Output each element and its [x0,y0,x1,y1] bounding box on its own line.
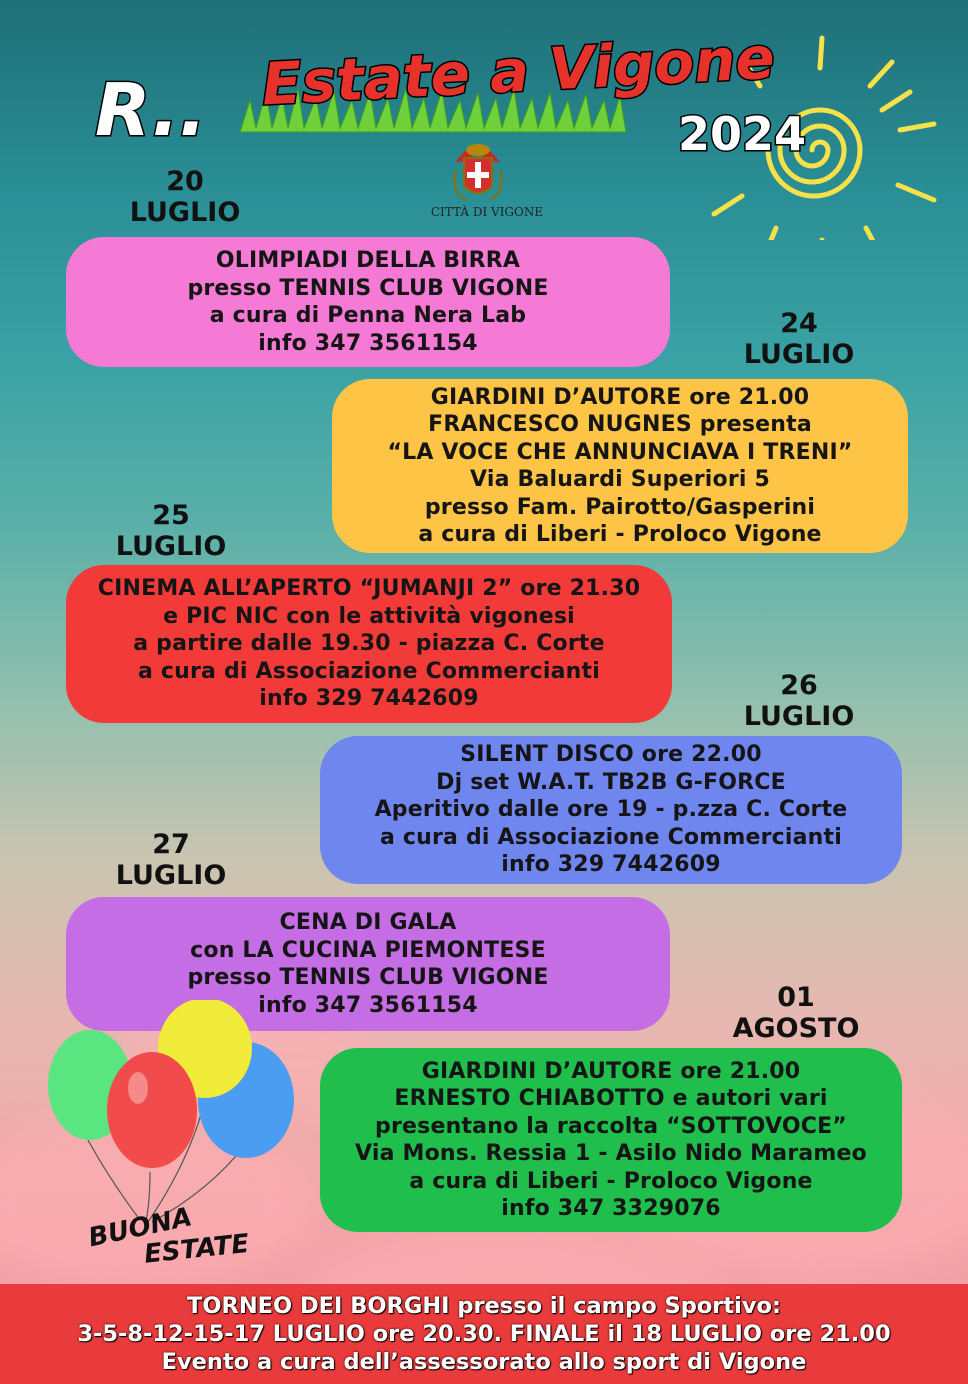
event-date [724,308,874,370]
greeting-line1: BUONA [85,1202,195,1254]
event-line: OLIMPIADI DELLA BIRRA [215,248,521,273]
event-line: presso TENNIS CLUB VIGONE [187,965,549,990]
event-day: 26 [780,670,818,701]
event-line: presso TENNIS CLUB VIGONE [187,275,549,301]
event-line: SILENT DISCO ore 22.00 [460,742,762,768]
event-line: CINEMA ALL’APERTO “JUMANJI 2” ore 21.30 [97,576,641,602]
event-line: a cura di Liberi - Proloco Vigone [418,522,822,547]
event-line: “LA VOCE CHE ANNUNCIAVA I TRENI” [387,439,853,465]
event-month: LUGLIO [743,339,855,370]
event-line: a cura di Associazione Commercianti [138,658,600,684]
footer-line: Evento a cura dell’assessorato allo sport di Vigone [161,1349,807,1375]
greeting-line2: ESTATE [142,1228,251,1270]
event-card [320,1048,902,1232]
event-card [66,237,670,367]
event-line: Via Mons. Ressia 1 - Asilo Nido Marameo [355,1141,867,1166]
event-date [110,166,260,228]
event-line: presentano la raccolta “SOTTOVOCE” [375,1113,847,1139]
crest-label: CITTÀ DI VIGONE [430,205,544,219]
title-year: 2024 [678,107,807,161]
event-line: Via Baluardi Superiori 5 [470,467,770,492]
event-month: LUGLIO [743,701,855,732]
event-month: LUGLIO [129,197,241,228]
event-line: CENA DI GALA [279,910,457,935]
event-line: info 329 7442609 [501,852,721,878]
event-card [66,565,672,723]
event-month: AGOSTO [732,1013,860,1044]
event-line: GIARDINI D’AUTORE ore 21.00 [421,1058,801,1084]
event-day: 20 [166,166,204,197]
event-line: info 347 3329076 [501,1196,721,1221]
balloons-graphic [40,1000,320,1280]
event-date [96,829,246,891]
event-month: LUGLIO [115,860,227,891]
title-main: Estate a Vigone [260,23,777,119]
event-date [96,500,246,562]
event-day: 27 [152,829,190,860]
footer-banner [0,1284,968,1384]
footer-line: TORNEO DEI BORGHI presso il campo Sportivo: [187,1293,781,1319]
event-line: Dj set W.A.T. TB2B G-FORCE [436,769,786,795]
event-line: info 329 7442609 [259,686,479,712]
title-prefix: R.. [95,68,207,152]
event-line: ERNESTO CHIABOTTO e autori vari [394,1086,828,1111]
event-line: FRANCESCO NUGNES presenta [428,412,812,437]
balloon-red-icon [107,1052,197,1168]
event-line: con LA CUCINA PIEMONTESE [190,937,546,963]
event-line: a partire dalle 19.30 - piazza C. Corte [133,631,605,657]
event-card [320,736,902,884]
city-crest-icon [454,144,501,200]
event-line: GIARDINI D’AUTORE ore 21.00 [430,384,810,410]
footer-line: 3-5-8-12-15-17 LUGLIO ore 20.30. FINALE il 18 LUGLIO ore 21.00 [77,1321,891,1347]
event-line: a cura di Associazione Commercianti [380,824,842,850]
event-day: 24 [780,308,818,339]
event-line: a cura di Liberi - Proloco Vigone [409,1168,813,1194]
event-month: LUGLIO [115,531,227,562]
event-card [332,379,908,553]
event-line: a cura di Penna Nera Lab [209,303,527,328]
event-date [716,982,876,1044]
event-day: 25 [152,500,190,531]
event-line: Aperitivo dalle ore 19 - p.zza C. Corte [374,797,848,823]
event-line: info 347 3561154 [258,992,478,1018]
event-line: info 347 3561154 [258,330,478,356]
event-line: presso Fam. Pairotto/Gasperini [424,494,816,520]
event-day: 01 [777,982,815,1013]
event-line: e PIC NIC con le attività vigonesi [163,603,575,629]
event-date [724,670,874,732]
